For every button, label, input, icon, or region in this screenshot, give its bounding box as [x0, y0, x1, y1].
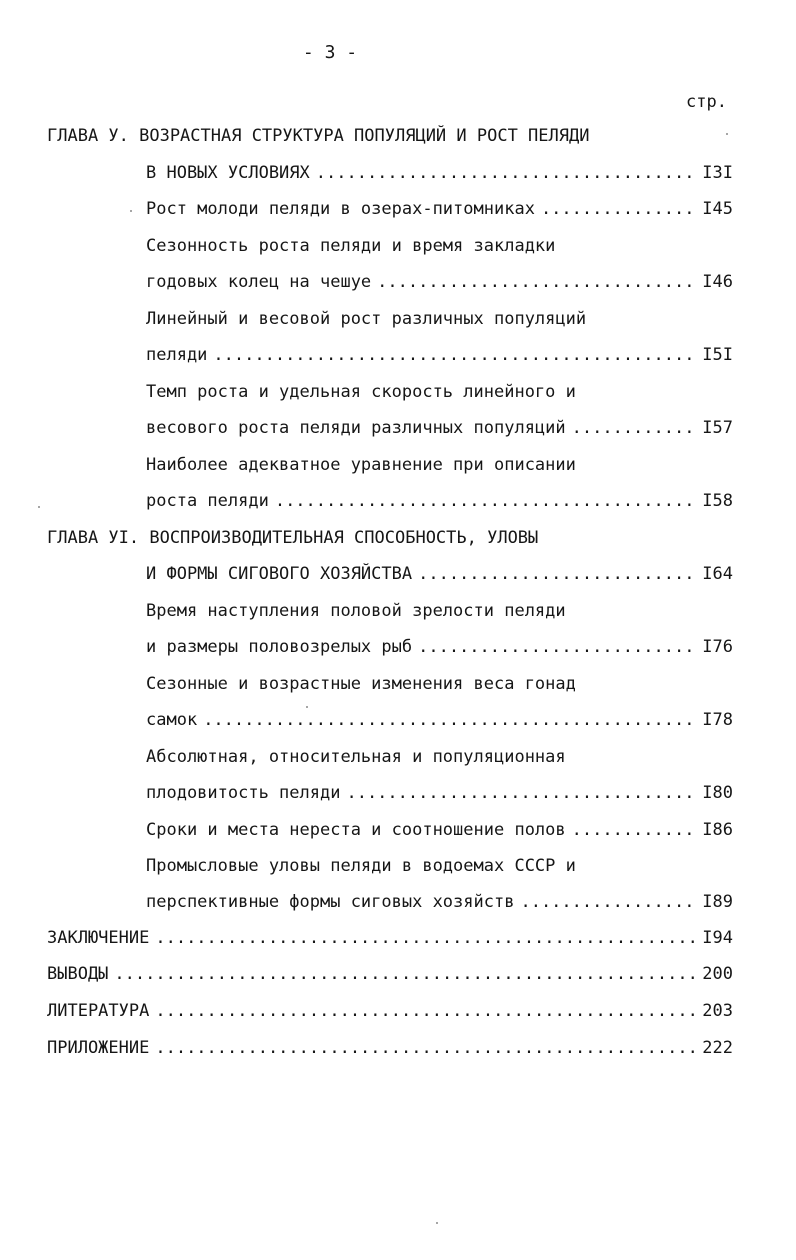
section-title-cont: годовых колец на чешуе: [146, 272, 372, 292]
dot-leader: [520, 889, 696, 915]
section-entry: [146, 634, 733, 660]
chapter-5-entry: [146, 160, 733, 186]
section-title-cont: пеляди: [146, 345, 208, 365]
scan-speck: [306, 706, 308, 708]
chapter-6-title: ГЛАВА УI. ВОСПРОИЗВОДИТЕЛЬНАЯ СПОСОБНОСТЬ, УЛОВЫ: [47, 528, 539, 548]
appendix-page: 222: [702, 1038, 733, 1058]
dot-leader: [203, 707, 696, 733]
section-page: I89: [702, 892, 733, 912]
dot-leader: [213, 342, 696, 368]
chapter-5-title-cont: В НОВЫХ УСЛОВИЯХ: [146, 163, 310, 183]
section-title-cont: и размеры половозрелых рыб: [146, 637, 413, 657]
page-column-label: стр.: [686, 92, 727, 112]
section-title: Абсолютная, относительная и популяционная: [146, 747, 566, 767]
section-page: I57: [702, 418, 733, 438]
section-title-cont: весового роста пеляди различных популяций: [146, 418, 566, 438]
section-page: I76: [702, 637, 733, 657]
dot-leader: [572, 415, 697, 441]
chapter-6-page: I64: [702, 564, 733, 584]
section-title: Сроки и места нереста и соотношение полов: [146, 820, 566, 840]
literature-entry: [47, 998, 733, 1024]
section-title: Рост молоди пеляди в озерах-питомниках: [146, 199, 535, 219]
section-title: Сезонные и возрастные изменения веса гонад: [146, 674, 576, 694]
section-entry: [146, 269, 733, 295]
scan-speck: [726, 133, 728, 135]
chapter-5-page: I3I: [702, 163, 733, 183]
section-page: I45: [702, 199, 733, 219]
dot-leader: [155, 1035, 696, 1061]
dot-leader: [418, 634, 696, 660]
section-entry: [146, 707, 733, 733]
literature-page: 203: [702, 1001, 733, 1021]
section-entry: [146, 488, 733, 514]
appendix-title: ПРИЛОЖЕНИЕ: [47, 1038, 150, 1058]
section-title: Промысловые уловы пеляди в водоемах СССР и: [146, 856, 576, 876]
conclusion-page: I94: [702, 928, 733, 948]
section-page: I86: [702, 820, 733, 840]
section-page: I58: [702, 491, 733, 511]
chapter-6-title-cont: И ФОРМЫ СИГОВОГО ХОЗЯЙСТВА: [146, 564, 413, 584]
section-page: I78: [702, 710, 733, 730]
findings-entry: [47, 961, 733, 987]
chapter-6-entry: [146, 561, 733, 587]
chapter-5-title: ГЛАВА У. ВОЗРАСТНАЯ СТРУКТУРА ПОПУЛЯЦИЙ И РОСТ ПЕЛЯДИ: [47, 126, 590, 146]
section-title-cont: самок: [146, 710, 198, 730]
dot-leader: [275, 488, 696, 514]
findings-page: 200: [702, 964, 733, 984]
literature-title: ЛИТЕРАТУРА: [47, 1001, 150, 1021]
dot-leader: [316, 160, 697, 186]
dot-leader: [377, 269, 696, 295]
conclusion-entry: [47, 925, 733, 951]
section-title: Сезонность роста пеляди и время закладки: [146, 236, 556, 256]
section-title: Время наступления половой зрелости пеляди: [146, 601, 566, 621]
page-number: - 3 -: [302, 42, 358, 63]
dot-leader: [346, 780, 696, 806]
findings-title: ВЫВОДЫ: [47, 964, 109, 984]
section-title-cont: перспективные формы сиговых хозяйств: [146, 892, 515, 912]
section-title: Линейный и весовой рост различных популяций: [146, 309, 587, 329]
conclusion-title: ЗАКЛЮЧЕНИЕ: [47, 928, 150, 948]
section-entry: [146, 196, 733, 222]
section-entry: [146, 415, 733, 441]
section-entry: [146, 889, 733, 915]
section-entry: [146, 342, 733, 368]
section-page: I80: [702, 783, 733, 803]
scan-speck: [130, 210, 132, 212]
section-title-cont: роста пеляди: [146, 491, 269, 511]
dot-leader: [155, 998, 696, 1024]
section-entry: [146, 817, 733, 843]
dot-leader: [418, 561, 696, 587]
scan-speck: [436, 1222, 438, 1224]
section-title-cont: плодовитость пеляди: [146, 783, 341, 803]
scan-speck: [38, 506, 40, 508]
dot-leader: [155, 925, 696, 951]
section-title: Наиболее адекватное уравнение при описании: [146, 455, 576, 475]
section-page: I46: [702, 272, 733, 292]
dot-leader: [114, 961, 696, 987]
section-entry: [146, 780, 733, 806]
appendix-entry: [47, 1035, 733, 1061]
dot-leader: [572, 817, 697, 843]
section-page: I5I: [702, 345, 733, 365]
section-title: Темп роста и удельная скорость линейного и: [146, 382, 576, 402]
dot-leader: [541, 196, 696, 222]
